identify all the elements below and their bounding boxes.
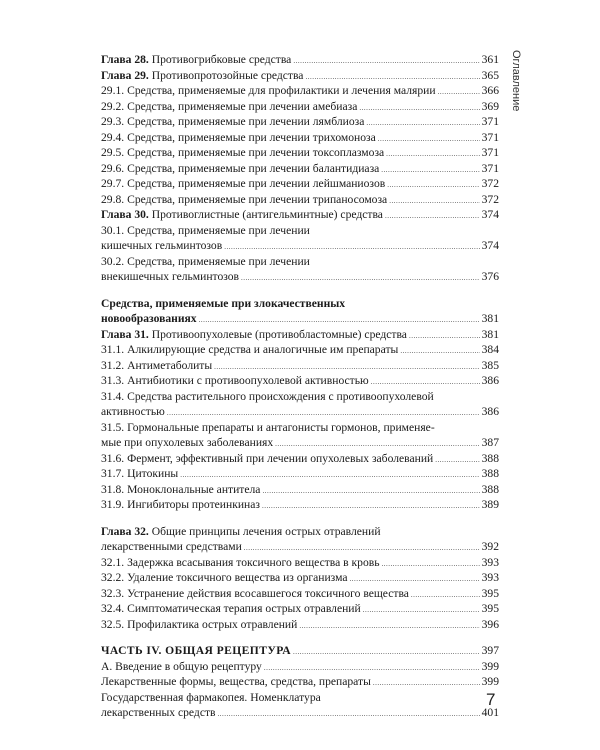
toc-entry-title (101, 130, 376, 146)
toc-entry-text: 32.2. Удаление токсичного вещества из организма (101, 571, 348, 584)
toc-entry[interactable] (101, 68, 499, 84)
page-number: 7 (486, 690, 496, 709)
toc-entry[interactable] (101, 435, 499, 451)
toc-entry-title (101, 145, 384, 161)
toc-entry-title (101, 342, 398, 358)
toc-entry-page: 371 (481, 146, 499, 159)
toc-entry-page: 399 (481, 675, 499, 688)
toc-entry-title (101, 482, 260, 498)
toc-entry-title (101, 161, 379, 177)
toc-entry-page: 361 (481, 53, 499, 66)
dot-leader (438, 85, 480, 101)
toc-entry-text: 31.8. Моноклональные антитела (101, 482, 261, 496)
toc-entry-text: 30.1. Средства, применяемые при лечении (101, 223, 310, 237)
toc-entry-page: 381 (481, 312, 499, 325)
toc-entry[interactable] (101, 192, 499, 208)
toc-entry-title (101, 358, 212, 374)
toc-entry-text: Противоглистные (антигельминтные) средства (151, 208, 383, 221)
toc-entry-page: 395 (481, 586, 499, 600)
toc-entry[interactable] (101, 482, 499, 498)
toc-entry-page: 366 (481, 84, 499, 97)
toc-entry-lead: ЧАСТЬ IV. ОБЩАЯ РЕЦЕПТУРА (101, 644, 292, 657)
toc-entry-text: 29.3. Средства, применяемые при лечении лямблиоза (101, 115, 365, 128)
toc-entry-text: Государственная фармакопея. Номенклатура (101, 690, 321, 704)
toc-entry[interactable] (101, 420, 499, 436)
toc-entry-text: мые при опухолевых заболеваниях (101, 436, 274, 449)
dot-leader (293, 645, 480, 661)
toc-entry-text: 29.8. Средства, применяемые при лечении трипаносомоза (101, 192, 388, 206)
dot-leader (385, 209, 480, 225)
toc-entry-text: 31.1. Алкилирующие средства и аналогичные им препараты (101, 343, 399, 356)
toc-entry-title (101, 497, 260, 513)
toc-entry-title (101, 373, 369, 389)
toc-entry-title (101, 296, 345, 312)
toc-entry-title (101, 254, 310, 270)
toc-entry-title (101, 690, 321, 706)
toc-entry-page: 392 (481, 540, 499, 553)
toc-entry-page: 399 (481, 659, 499, 673)
toc-section (101, 524, 499, 633)
toc-entry-title (101, 404, 165, 420)
toc-entry-title (101, 176, 385, 192)
toc-entry-title (101, 68, 303, 84)
toc-entry-title (101, 269, 239, 285)
toc-entry[interactable] (101, 358, 499, 374)
toc-entry-title (101, 570, 348, 586)
toc-entry-text: 31.3. Антибиотики с противоопухолевой активностью (101, 374, 369, 387)
dot-leader (400, 344, 479, 360)
toc-entry-text: 29.2. Средства, применяемые при лечении амебиаза (101, 99, 358, 113)
toc-entry-page: 386 (481, 374, 499, 387)
toc-entry-page: 372 (481, 192, 499, 206)
toc-entry-text: 31.9. Ингибиторы протеинкиназ (101, 498, 260, 511)
toc-entry-title (101, 435, 273, 451)
dot-leader (389, 194, 479, 210)
toc-entry[interactable] (101, 161, 499, 177)
toc-entry-page: 393 (481, 571, 499, 584)
toc-entry-text: 29.6. Средства, применяемые при лечении балантидиаза (101, 161, 380, 175)
toc-entry-text: лекарственными средствами (101, 540, 242, 553)
toc-entry-text: 31.4. Средства растительного происхождения с противоопухолевой (101, 389, 434, 403)
toc-entry[interactable] (101, 555, 499, 571)
toc-entry-title (101, 192, 387, 208)
toc-entry[interactable] (101, 311, 499, 327)
toc-entry-title (101, 601, 361, 617)
toc-entry[interactable] (101, 617, 499, 633)
toc-entry-page: 374 (481, 239, 499, 252)
toc-entry-text: активностью (101, 405, 165, 418)
dot-leader (387, 178, 479, 194)
toc-entry-text: 31.2. Антиметаболиты (101, 358, 213, 372)
toc-entry[interactable] (101, 238, 499, 254)
toc-entry-text: Лекарственные формы, вещества, средства, препараты (101, 675, 371, 688)
toc-entry-title (101, 83, 436, 99)
toc-entry-text: 31.7. Цитокины (101, 467, 179, 480)
toc-section (101, 296, 499, 513)
dot-leader (293, 54, 479, 70)
toc-entry-page: 401 (481, 706, 499, 719)
dot-leader (262, 499, 480, 515)
toc-entry-title (101, 555, 380, 571)
toc-entry-title (101, 586, 409, 602)
toc-entry[interactable] (101, 145, 499, 161)
toc-entry[interactable] (101, 373, 499, 389)
toc-entry-page: 389 (481, 498, 499, 511)
toc-entry-page: 369 (481, 99, 499, 113)
toc-entry[interactable] (101, 466, 499, 482)
dot-leader (262, 484, 479, 500)
toc-entry-title (101, 52, 291, 68)
toc-entry-lead: новообразованиях (101, 312, 197, 325)
toc-entry-lead: Глава 29. (101, 68, 149, 82)
toc-entry-title (101, 99, 357, 115)
table-of-contents (101, 52, 499, 721)
toc-entry-page: 371 (481, 115, 499, 128)
toc-section (101, 52, 499, 285)
toc-entry-title (101, 705, 216, 721)
toc-entry-title (101, 617, 297, 633)
toc-entry[interactable] (101, 223, 499, 239)
toc-entry-lead: Средства, применяемые при злокачественных (101, 296, 346, 310)
toc-entry-text: лекарственных средств (101, 706, 216, 719)
toc-entry-title (101, 327, 407, 343)
toc-entry[interactable] (101, 451, 499, 467)
toc-entry-lead: Глава 30. (101, 208, 149, 221)
toc-entry-text: кишечных гельминтозов (101, 239, 223, 252)
toc-entry[interactable] (101, 114, 499, 130)
toc-entry-title (101, 207, 383, 223)
toc-entry[interactable] (101, 342, 499, 358)
toc-entry[interactable] (101, 296, 499, 312)
toc-entry-page: 387 (481, 436, 499, 449)
dot-leader (359, 101, 479, 117)
toc-entry-title (101, 223, 310, 239)
toc-entry[interactable] (101, 497, 499, 513)
toc-entry-title (101, 114, 364, 130)
dot-leader (373, 676, 480, 692)
dot-leader (363, 603, 480, 619)
toc-entry[interactable] (101, 586, 499, 602)
toc-entry-page: 371 (481, 161, 499, 175)
toc-entry-text: Общие принципы лечения острых отравлений (151, 524, 381, 538)
dot-leader (409, 329, 480, 345)
toc-entry-page: 374 (481, 208, 499, 221)
toc-entry-lead: Глава 31. (101, 327, 149, 341)
toc-entry[interactable] (101, 404, 499, 420)
toc-entry[interactable] (101, 659, 499, 675)
toc-entry-title (101, 451, 433, 467)
toc-entry[interactable] (101, 254, 499, 270)
toc-entry-lead: Глава 32. (101, 524, 149, 538)
toc-entry-page: 388 (481, 467, 499, 480)
toc-entry[interactable] (101, 269, 499, 285)
toc-entry-page: 396 (481, 617, 499, 631)
toc-entry[interactable] (101, 207, 499, 223)
toc-entry-title (101, 643, 291, 659)
dot-leader (218, 707, 480, 723)
toc-entry[interactable] (101, 389, 499, 405)
toc-entry-text: 29.1. Средства, применяемые для профилактики и лечения малярии (101, 84, 436, 97)
toc-entry-page: 372 (481, 177, 499, 190)
dot-leader (435, 453, 479, 469)
toc-entry-title (101, 466, 178, 482)
toc-entry[interactable] (101, 705, 499, 721)
toc-entry-text: 29.7. Средства, применяемые при лечении лейшманиозов (101, 177, 386, 190)
dot-leader (382, 557, 480, 573)
toc-entry[interactable] (101, 524, 499, 540)
toc-entry-text: 32.4. Симптоматическая терапия острых отравлений (101, 602, 361, 615)
toc-entry-text: 32.3. Устранение действия всосавшегося токсичного вещества (101, 586, 409, 600)
toc-entry-page: 371 (481, 130, 499, 144)
dot-leader (366, 116, 479, 132)
toc-entry[interactable] (101, 83, 499, 99)
toc-entry-page: 365 (481, 68, 499, 82)
toc-entry-text: Противогрибковые средства (151, 53, 292, 66)
toc-entry-page: 381 (481, 327, 499, 341)
toc-entry[interactable] (101, 570, 499, 586)
toc-entry-title (101, 659, 262, 675)
side-tab-label: Оглавление (510, 50, 522, 112)
toc-entry-page: 397 (481, 644, 499, 657)
toc-entry[interactable] (101, 690, 499, 706)
toc-entry-title (101, 674, 371, 690)
toc-entry-page: 388 (481, 451, 499, 465)
dot-leader (386, 147, 479, 163)
toc-entry-title (101, 539, 242, 555)
toc-entry[interactable] (101, 643, 499, 659)
toc-section (101, 643, 499, 721)
toc-entry-text: 30.2. Средства, применяемые при лечении (101, 254, 310, 268)
toc-entry[interactable] (101, 99, 499, 115)
toc-entry-text: 32.5. Профилактика острых отравлений (101, 617, 298, 631)
toc-entry-page: 393 (481, 555, 499, 569)
toc-entry-lead: Глава 28. (101, 53, 149, 66)
toc-entry-page: 388 (481, 482, 499, 496)
toc-entry-text: Противопротозойные средства (151, 68, 304, 82)
dot-leader (378, 132, 480, 148)
toc-entry-title (101, 238, 222, 254)
dot-leader (299, 619, 479, 635)
toc-entry[interactable] (101, 52, 499, 68)
dot-leader (411, 588, 480, 604)
toc-entry-title (101, 420, 435, 436)
toc-entry-page: 376 (481, 270, 499, 283)
toc-entry-title (101, 389, 434, 405)
toc-entry-page: 386 (481, 405, 499, 418)
toc-entry-text: 31.6. Фермент, эффективный при лечении опухолевых заболеваний (101, 451, 434, 465)
toc-entry[interactable] (101, 130, 499, 146)
toc-entry-text: внекишечных гельминтозов (101, 270, 240, 283)
toc-entry-page: 384 (481, 343, 499, 356)
toc-entry-title (101, 524, 381, 540)
toc-entry[interactable] (101, 674, 499, 690)
toc-entry[interactable] (101, 176, 499, 192)
toc-entry-title (101, 311, 197, 327)
toc-entry-text: 32.1. Задержка всасывания токсичного вещества в кровь (101, 555, 380, 569)
toc-entry-text: А. Введение в общую рецептуру (101, 659, 262, 673)
toc-entry-text: 31.5. Гормональные препараты и антагонисты гормонов, применяе- (101, 420, 435, 434)
dot-leader (381, 163, 479, 179)
toc-entry-text: 29.5. Средства, применяемые при лечении токсоплазмоза (101, 146, 385, 159)
toc-entry-text: 29.4. Средства, применяемые при лечении трихомоноза (101, 130, 376, 144)
dot-leader (241, 271, 480, 287)
toc-entry-page: 385 (481, 358, 499, 372)
toc-entry[interactable] (101, 327, 499, 343)
toc-entry[interactable] (101, 601, 499, 617)
toc-entry-text: Противоопухолевые (противобластомные) средства (151, 327, 407, 341)
toc-entry[interactable] (101, 539, 499, 555)
toc-entry-page: 395 (481, 602, 499, 615)
